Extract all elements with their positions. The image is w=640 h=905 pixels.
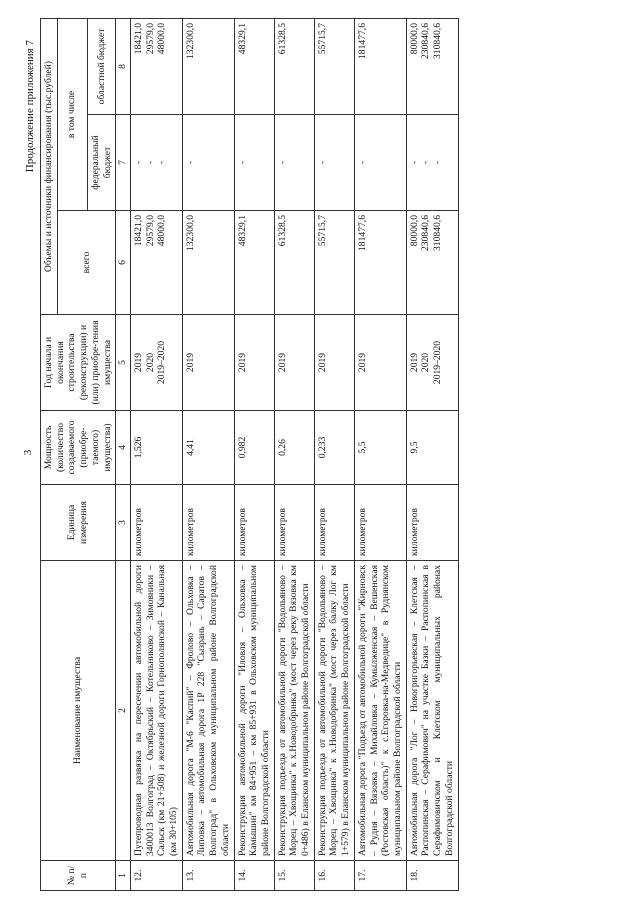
capacity-cell: 9,5 bbox=[406, 411, 458, 485]
row-number: 16. bbox=[314, 861, 354, 891]
year-value: 2019 bbox=[408, 352, 420, 373]
regional-value: 48000,0 bbox=[156, 23, 168, 55]
capacity-cell: 5,5 bbox=[354, 411, 406, 485]
regional-cell: 132300,0 bbox=[182, 19, 234, 115]
row-number: 14. bbox=[234, 861, 274, 891]
unit-cell: километров bbox=[130, 485, 182, 561]
years-cell: 2019 bbox=[274, 315, 314, 411]
unit-cell: километров bbox=[354, 485, 406, 561]
property-name: Автомобильная дорога "М-6 "Каспий" – Фролово – Ольховка – Липовка – автомобильная дорога 1Р 228 "Сызрань – Саратов – Волгоград" в Ольховском муниципальном районе Волгоградской области bbox=[182, 561, 234, 861]
regional-value: 80000,0 bbox=[408, 23, 420, 55]
year-value: 2020 bbox=[420, 352, 432, 373]
header-years: Год начала и окончания строительства (реконструкции) и (или) приобре-тения имущества bbox=[41, 315, 116, 411]
year-value: 2020 bbox=[144, 352, 156, 373]
row-number: 13. bbox=[182, 861, 234, 891]
federal-cell bbox=[406, 115, 458, 211]
total-cell bbox=[406, 211, 458, 315]
regional-value: 310840,6 bbox=[432, 23, 444, 59]
years-cell: 2019 bbox=[182, 315, 234, 411]
federal-cell: - bbox=[182, 115, 234, 211]
regional-cell: 55715,7 bbox=[314, 19, 354, 115]
header-total: всего bbox=[57, 211, 116, 315]
total-value: 310840,6 bbox=[432, 215, 444, 251]
column-number: 6 bbox=[116, 211, 131, 315]
unit-cell: километров bbox=[406, 485, 458, 561]
federal-value: - bbox=[432, 160, 444, 165]
federal-value: - bbox=[420, 160, 432, 165]
header-unit: Единица измерения bbox=[41, 485, 116, 561]
regional-cell: 48329,1 bbox=[234, 19, 274, 115]
property-name: Автомобильная дорога "Подъезд от автомобильной дороги "Жирновск – Рудня – Вязовка – Михайловка – Кумылженская – Вешенская (Ростовская область)" к с.Егоровка-на-Медведице" в Руднянском муниципальном районе Волгоградской области bbox=[354, 561, 406, 861]
row-number: 18. bbox=[406, 861, 458, 891]
total-value: 230840,6 bbox=[420, 215, 432, 251]
unit-cell: километров bbox=[234, 485, 274, 561]
total-value: 80000,0 bbox=[408, 215, 420, 247]
years-cell bbox=[130, 315, 182, 411]
regional-cell bbox=[406, 19, 458, 115]
row-number: 17. bbox=[354, 861, 406, 891]
header-regional: областной бюджет bbox=[87, 19, 115, 115]
regional-cell: 181477,6 bbox=[354, 19, 406, 115]
years-cell: 2019 bbox=[234, 315, 274, 411]
total-value: 48000,0 bbox=[156, 215, 168, 247]
property-name: Реконструкция автомобильной дороги "Иловля – Ольховка – Камышин" км 84+951 – км 85+931 в Ольховском муниципальном районе Волгоградской области bbox=[234, 561, 274, 861]
total-cell: 61328,5 bbox=[274, 211, 314, 315]
header-federal: федеральный бюджет bbox=[87, 115, 115, 211]
capacity-cell: 1,526 bbox=[130, 411, 182, 485]
federal-value: - bbox=[408, 160, 420, 165]
federal-cell bbox=[130, 115, 182, 211]
table-row bbox=[406, 19, 458, 891]
total-value: 29579,0 bbox=[144, 215, 156, 247]
unit-cell: километров bbox=[314, 485, 354, 561]
capacity-cell: 4,41 bbox=[182, 411, 234, 485]
continuation-note: Продолжение приложения 7 bbox=[24, 40, 36, 173]
regional-value: 18421,0 bbox=[132, 23, 144, 55]
header-name: Наименование имущества bbox=[41, 561, 116, 861]
years-cell bbox=[406, 315, 458, 411]
table-row bbox=[354, 19, 406, 891]
year-value: 2019 bbox=[132, 352, 144, 373]
column-number: 3 bbox=[116, 485, 131, 561]
capacity-cell: 0,26 bbox=[274, 411, 314, 485]
total-cell bbox=[130, 211, 182, 315]
column-number: 8 bbox=[116, 19, 131, 115]
federal-value: - bbox=[156, 160, 168, 165]
unit-cell: километров bbox=[182, 485, 234, 561]
property-name: Путепроводная развязка на пересечении автомобильной дороги 3400013 Волгоград – Октябрьский – Котельниково – Зимовники – Сальск (км 21+508) и железной дороги Горнополянской – Канальная (км 30+105) bbox=[130, 561, 182, 861]
years-cell: 2019 bbox=[354, 315, 406, 411]
property-name: Реконструкция подъезда от автомобильной дороги "Водольяново – Морец – Хвощинка" к х.Новодобринка" (мост через балку Лог км 1+579) в Еланском муниципальном районе Волгоградской области bbox=[314, 561, 354, 861]
total-cell: 55715,7 bbox=[314, 211, 354, 315]
column-number: 1 bbox=[116, 861, 131, 891]
header-including: в том числе bbox=[57, 19, 87, 211]
federal-cell: - bbox=[274, 115, 314, 211]
year-value: 2019–2020 bbox=[432, 340, 444, 385]
total-value: 18421,0 bbox=[132, 215, 144, 247]
header-funding: Объемы и источники финансирования (тыс.рублей) bbox=[41, 19, 58, 315]
total-cell: 132300,0 bbox=[182, 211, 234, 315]
year-value: 2019–2020 bbox=[156, 340, 168, 385]
property-table bbox=[40, 18, 459, 891]
property-name: Реконструкция подъезда от автомобильной дороги "Водольяново – Морец – Хвощинка" к х.Новодобринка" (мост через реку Вязовка км 0+486) в Еланском муниципальном районе Волгоградской области bbox=[274, 561, 314, 861]
total-cell: 181477,6 bbox=[354, 211, 406, 315]
regional-cell bbox=[130, 19, 182, 115]
capacity-cell: 0,233 bbox=[314, 411, 354, 485]
header-capacity: Мощность (количество создаваемого (приобре-таемого) имущества) bbox=[41, 411, 116, 485]
column-number: 2 bbox=[116, 561, 131, 861]
column-number: 4 bbox=[116, 411, 131, 485]
regional-value: 29579,0 bbox=[144, 23, 156, 55]
federal-cell: - bbox=[234, 115, 274, 211]
table-row bbox=[314, 19, 354, 891]
table-row bbox=[182, 19, 234, 891]
column-numbers-row bbox=[116, 19, 131, 891]
federal-cell: - bbox=[354, 115, 406, 211]
table-row bbox=[274, 19, 314, 891]
table-row bbox=[234, 19, 274, 891]
regional-value: 230840,6 bbox=[420, 23, 432, 59]
years-cell: 2019 bbox=[314, 315, 354, 411]
capacity-cell: 0,982 bbox=[234, 411, 274, 485]
column-number: 7 bbox=[116, 115, 131, 211]
federal-cell: - bbox=[314, 115, 354, 211]
federal-value: - bbox=[132, 160, 144, 165]
table-row bbox=[130, 19, 182, 891]
property-name: Автомобильная дорога "Лог – Новогригорьевская – Клетская – Распопинская – Серафимович" на участке Базки – Распопинская в Серафимовичском и Клетском муниципальных районах Волгоградской области bbox=[406, 561, 458, 861]
row-number: 15. bbox=[274, 861, 314, 891]
header-num: № п/п bbox=[41, 861, 116, 891]
regional-cell: 61328,5 bbox=[274, 19, 314, 115]
row-number: 12. bbox=[130, 861, 182, 891]
page-number: 3 bbox=[22, 449, 34, 456]
federal-value: - bbox=[144, 160, 156, 165]
total-cell: 48329,1 bbox=[234, 211, 274, 315]
unit-cell: километров bbox=[274, 485, 314, 561]
column-number: 5 bbox=[116, 315, 131, 411]
